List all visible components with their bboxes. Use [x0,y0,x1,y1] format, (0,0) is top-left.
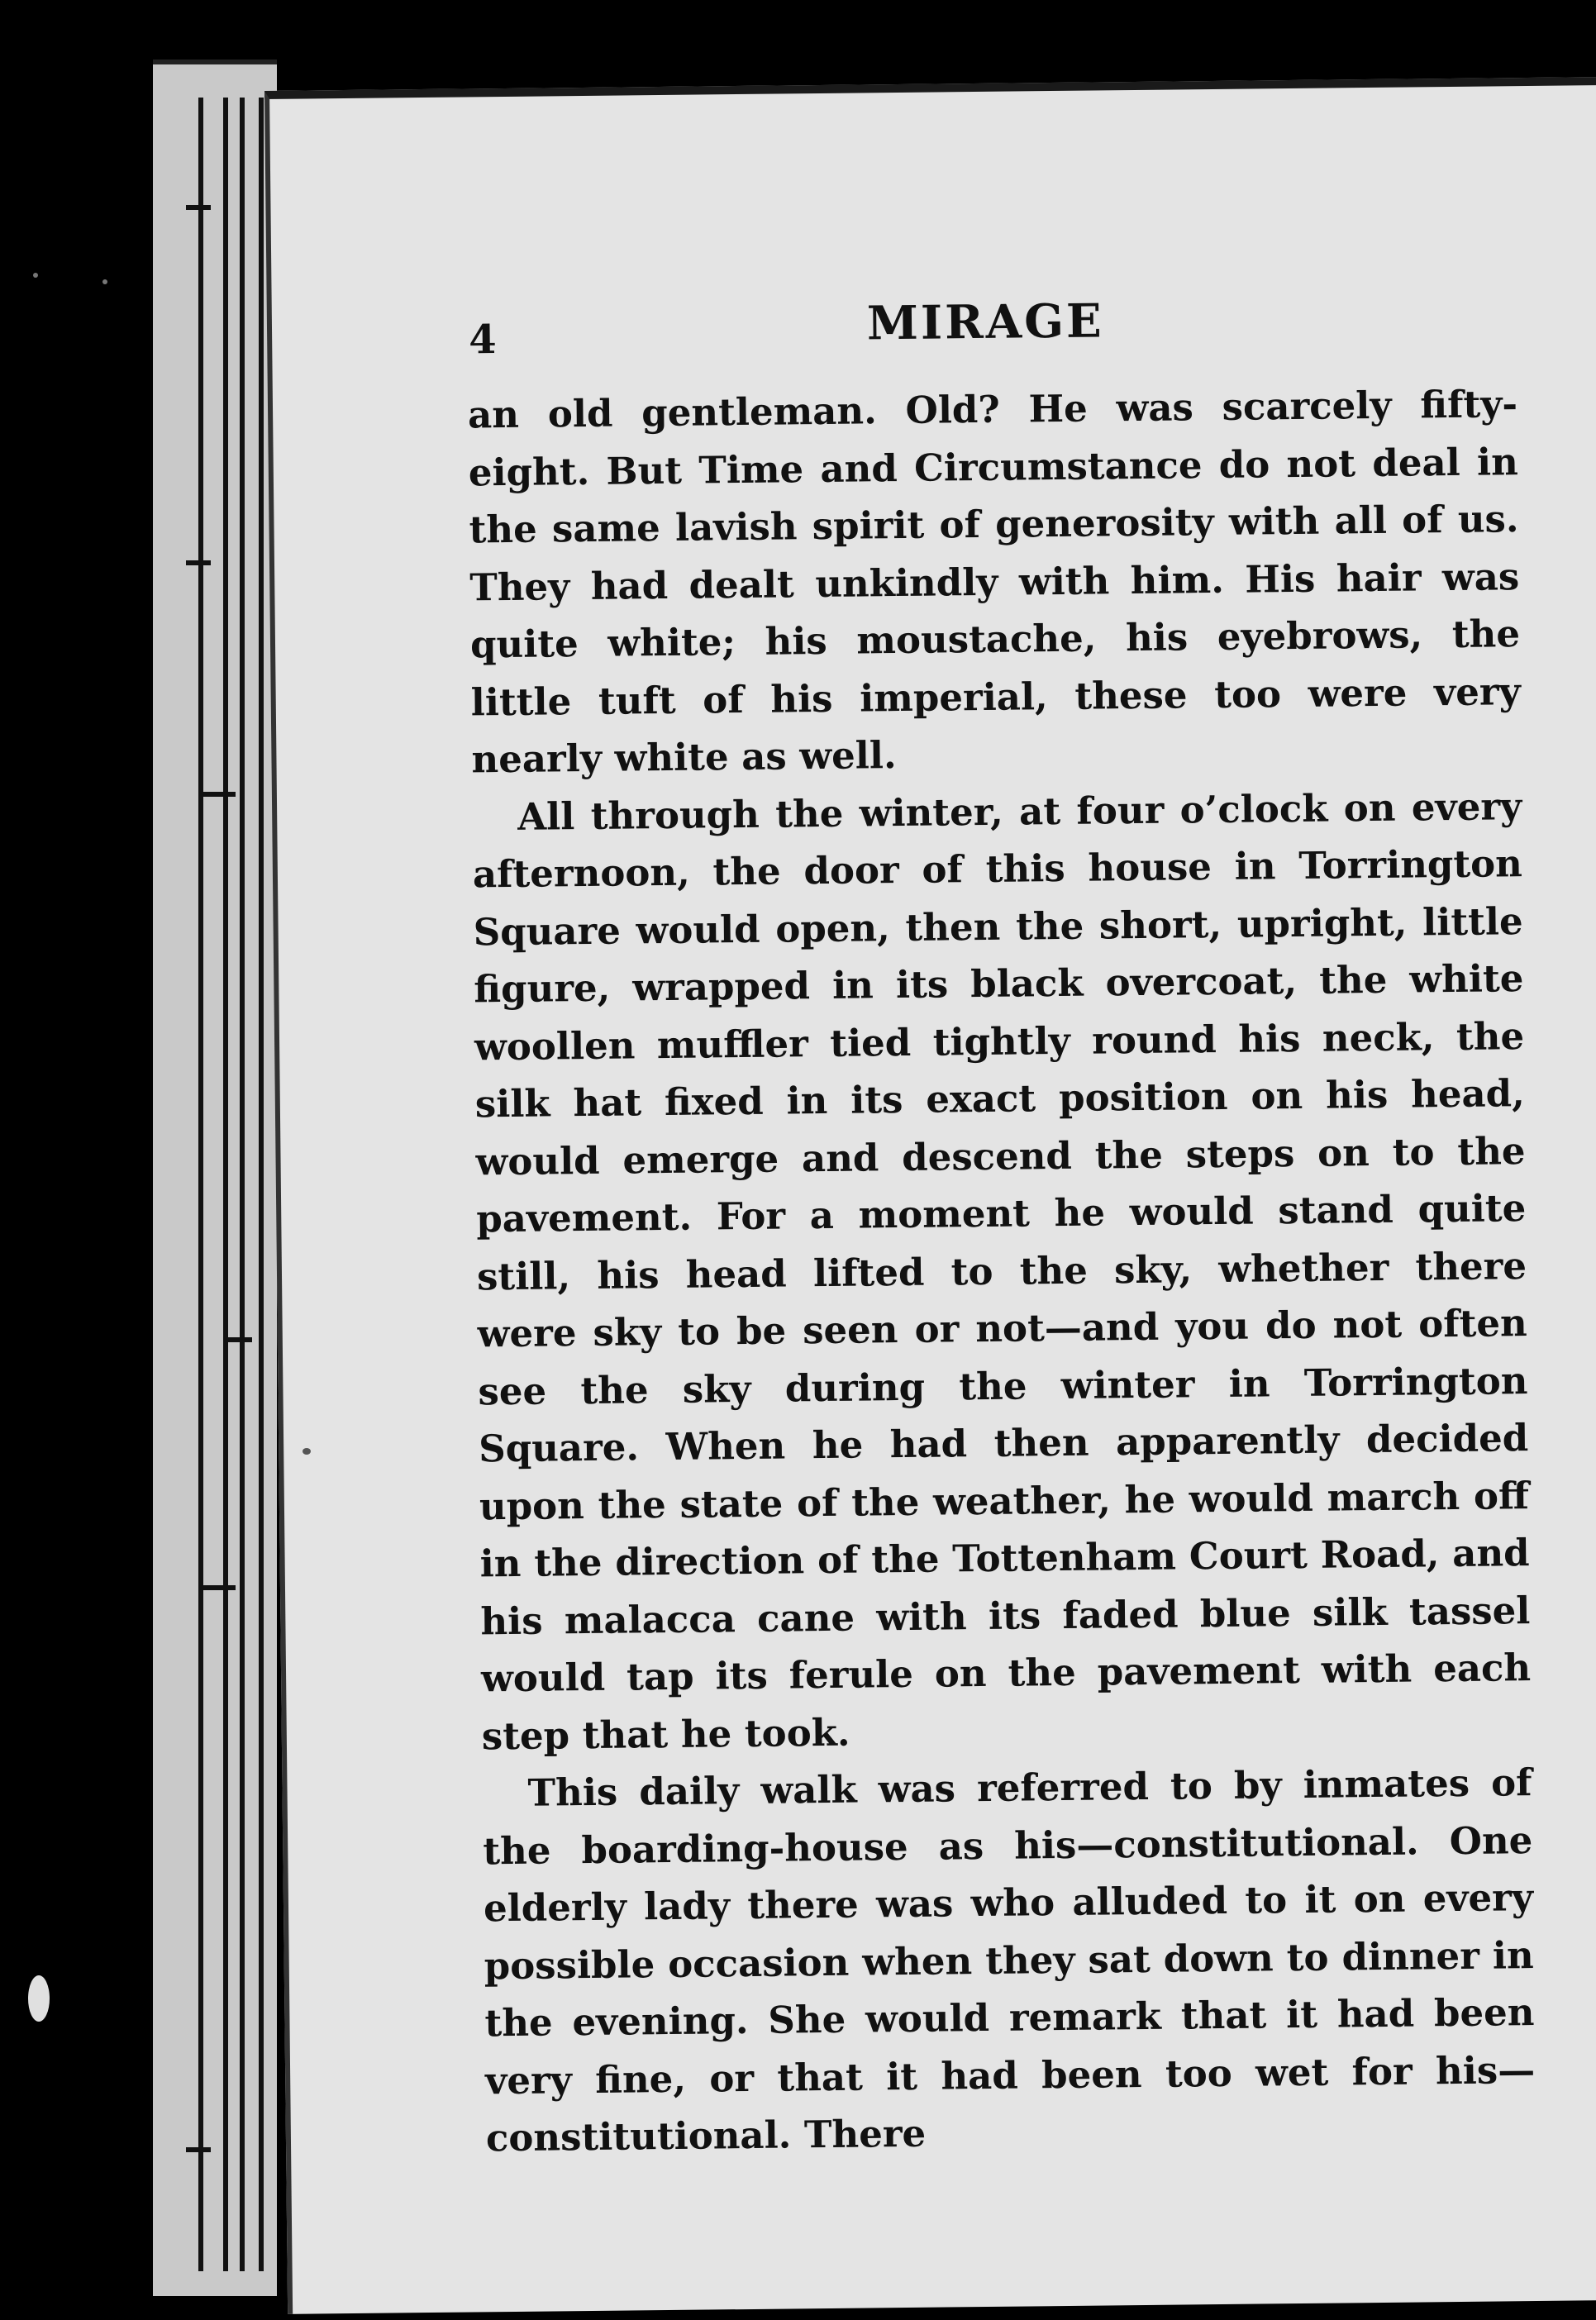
running-head: MIRAGE [866,293,1105,351]
page-edge-line [198,98,203,2271]
scan-speck [303,1448,311,1455]
page-edge-tick [227,1337,252,1342]
scan-speck [28,1975,50,2022]
page-edge-line [259,98,264,2271]
page-edge-line [240,98,245,2271]
page-edge-tick [186,205,211,210]
page-edges [153,60,277,2296]
page-header [469,289,1544,367]
page-edge-tick [202,1585,236,1590]
page-edge-tick [186,560,211,565]
page-number: 4 [468,317,497,364]
scan-speck [102,279,107,284]
paragraph: All through the winter, at four o’clock on every afternoon, the door of this house in Torrington Square would open, then the short, upright, little figure, wrapped in its black overcoat, the white woollen muffler tied tightly round his neck, the silk hat fixed in its exact position on his head, would emerge and descend the steps on to the pavement. For a moment he would stand quite still, his head lifted to the sky, whether there were sky to be seen or not—and you do not often see the sky during the winter in Torrington Square. When he had then apparently decided upon the state of the weather, he would march off in the direction of the Tottenham Court Road, and his malacca cane with its faded blue silk tassel would tap its ferule on the pavement with each step that he took. [472,784,1532,1758]
book-page [264,77,1596,2314]
page-edge-tick [202,792,236,797]
page-edge-line [223,98,228,2271]
paragraph: an old gentleman. Old? He was scarcely fifty-eight. But Time and Circumstance do not deal in the same lavish spirit of generosity with all of us. They had dealt unkindly with him. His hair was quite white; his moustache, his eyebrows, the little tuft of his imperial, these too were very nearly white as well. [467,382,1521,782]
paragraph: This daily walk was referred to by inmates of the boarding-house as his—constitutional. One elderly lady there was who alluded to it on every possible occasion when they sat down to dinner in the evening. She would remark that it had been very fine, or that it had been too wet for his—constitutional. There [483,1760,1536,2160]
body-text [468,375,1536,2167]
scan-speck [33,273,38,278]
page-edge-tick [186,2147,211,2152]
